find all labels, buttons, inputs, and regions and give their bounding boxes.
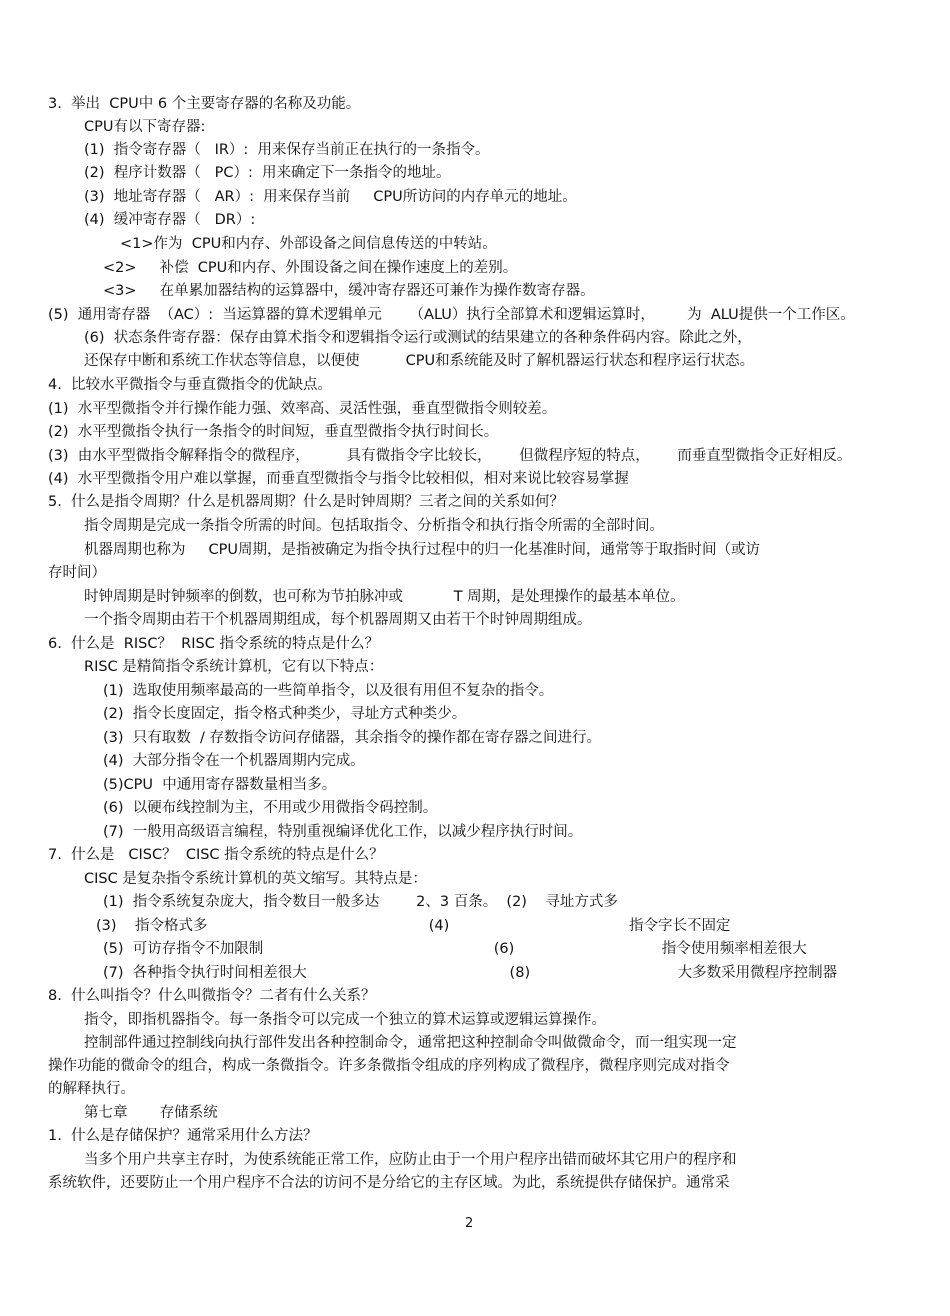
list-item: (2) 程序计数器（ PC）: 用来确定下一条指令的地址。 bbox=[84, 165, 451, 181]
list-item: (4) 大部分指令在一个机器周期内完成。 bbox=[103, 753, 365, 769]
text-line: 存时间） bbox=[48, 565, 106, 581]
page-number: 2 bbox=[465, 1216, 474, 1231]
question-5-heading: 5. 什么是指令周期？什么是机器周期？什么是时钟周期？三者之间的关系如何？ bbox=[48, 494, 565, 510]
list-item: (5) 通用寄存器 （AC）: 当运算器的算术逻辑单元 （ALU）执行全部算术和逻辑运算时， 为 ALU提供一个工作区。 bbox=[48, 307, 855, 323]
list-item: (5)CPU 中通用寄存器数量相当多。 bbox=[103, 777, 337, 793]
text-line: 控制部件通过控制线向执行部件发出各种控制命令，通常把这种控制命令叫做微命令，而一组实现一定 bbox=[84, 1035, 737, 1051]
list-item: (2) 指令长度固定，指令格式种类少，寻址方式种类少。 bbox=[103, 706, 467, 722]
text-line: 机器周期也称为 CPU周期，是指被确定为指令执行过程中的归一化基准时间，通常等于取指时间（或访 bbox=[84, 542, 761, 558]
list-item: (4) 水平型微指令用户难以掌握，而垂直型微指令与指令比较相似，相对来说比较容易掌握 bbox=[48, 471, 629, 487]
text-line: 系统软件，还要防止一个用户程序不合法的访问不是分给它的主存区域。为此，系统提供存储保护。通常采 bbox=[48, 1175, 730, 1191]
sub-list-item: <1>作为 CPU和内存、外部设备之间信息传送的中转站。 bbox=[120, 236, 497, 252]
text-line: 时钟周期是时钟频率的倒数，也可称为节拍脉冲或 T 周期，是处理操作的最基本单位。 bbox=[84, 589, 685, 605]
list-item: (6) 以硬布线控制为主，不用或少用微指令码控制。 bbox=[103, 800, 438, 816]
list-item: (3) 由水平型微指令解释指令的微程序， 具有微指令字比较长， 但微程序短的特点， 而垂直型微指令正好相反。 bbox=[48, 448, 852, 464]
text-line: 指令周期是完成一条指令所需的时间。包括取指令、分析指令和执行指令所需的全部时间。 bbox=[84, 518, 664, 534]
question-6-heading: 6. 什么是 RISC？ RISC 指令系统的特点是什么？ bbox=[48, 636, 379, 652]
list-item: (1) 指令寄存器（ IR）: 用来保存当前正在执行的一条指令。 bbox=[84, 142, 490, 158]
question-8-heading: 8. 什么叫指令？什么叫微指令？二者有什么关系？ bbox=[48, 988, 376, 1004]
text-line: 当多个用户共享主存时，为使系统能正常工作，应防止由于一个用户程序出错而破坏其它用户的程序和 bbox=[84, 1152, 737, 1168]
sub-list-item: <3> 在单累加器结构的运算器中，缓冲寄存器还可兼作为操作数寄存器。 bbox=[103, 283, 595, 299]
text-line: 指令，即指机器指令。每一条指令可以完成一个独立的算术运算或逻辑运算操作。 bbox=[84, 1012, 606, 1028]
sub-list-item: <2> 补偿 CPU和内存、外围设备之间在操作速度上的差别。 bbox=[103, 260, 518, 276]
list-item: (7) 各种指令执行时间相差很大 (8) 大多数采用微程序控制器 bbox=[103, 965, 838, 981]
list-item: (2) 水平型微指令执行一条指令的时间短，垂直型微指令执行时间长。 bbox=[48, 424, 499, 440]
list-item: (1) 水平型微指令并行操作能力强、效率高、灵活性强，垂直型微指令则较差。 bbox=[48, 401, 557, 417]
list-item: (4) 缓冲寄存器（ DR）: bbox=[84, 212, 256, 228]
list-item: (3) 指令格式多 (4) 指令字长不固定 bbox=[96, 918, 731, 934]
list-item: (5) 可访存指令不加限制 (6) 指令使用频率相差很大 bbox=[103, 941, 807, 957]
text-line: CPU有以下寄存器: bbox=[84, 119, 206, 135]
list-item: (1) 选取使用频率最高的一些简单指令，以及很有用但不复杂的指令。 bbox=[103, 683, 554, 699]
text-line: CISC 是复杂指令系统计算机的英文缩写。其特点是： bbox=[84, 871, 427, 887]
list-item: (7) 一般用高级语言编程，特别重视编译优化工作，以减少程序执行时间。 bbox=[103, 824, 583, 840]
list-item: (3) 地址寄存器（ AR）: 用来保存当前 CPU所访问的内存单元的地址。 bbox=[84, 189, 577, 205]
text-line: 还保存中断和系统工作状态等信息，以便使 CPU和系统能及时了解机器运行状态和程序运行状态。 bbox=[84, 353, 755, 369]
list-item: (3) 只有取数 / 存数指令访问存储器，其余指令的操作都在寄存器之间进行。 bbox=[103, 730, 601, 746]
text-line: 操作功能的微命令的组合，构成一条微指令。许多条微指令组成的序列构成了微程序，微程序则完成对指令 bbox=[48, 1058, 730, 1074]
text-line: 的解释执行。 bbox=[48, 1081, 135, 1097]
list-item: (6) 状态条件寄存器：保存由算术指令和逻辑指令运行或测试的结果建立的各种条件码内容。除此之外， bbox=[84, 330, 752, 346]
chapter-heading: 第七章 存储系统 bbox=[84, 1105, 218, 1121]
question-4-heading: 4. 比较水平微指令与垂直微指令的优缺点。 bbox=[48, 377, 333, 393]
question-1-heading: 1. 什么是存储保护？通常采用什么方法？ bbox=[48, 1128, 318, 1144]
question-3-heading: 3. 举出 CPU中 6 个主要寄存器的名称及功能。 bbox=[48, 96, 361, 112]
list-item: (1) 指令系统复杂庞大，指令数目一般多达 2、3 百条。 (2) 寻址方式多 bbox=[103, 894, 618, 910]
question-7-heading: 7. 什么是 CISC？ CISC 指令系统的特点是什么？ bbox=[48, 847, 384, 863]
text-line: RISC 是精简指令系统计算机，它有以下特点： bbox=[84, 659, 384, 675]
text-line: 一个指令周期由若干个机器周期组成，每个机器周期又由若干个时钟周期组成。 bbox=[84, 612, 592, 628]
